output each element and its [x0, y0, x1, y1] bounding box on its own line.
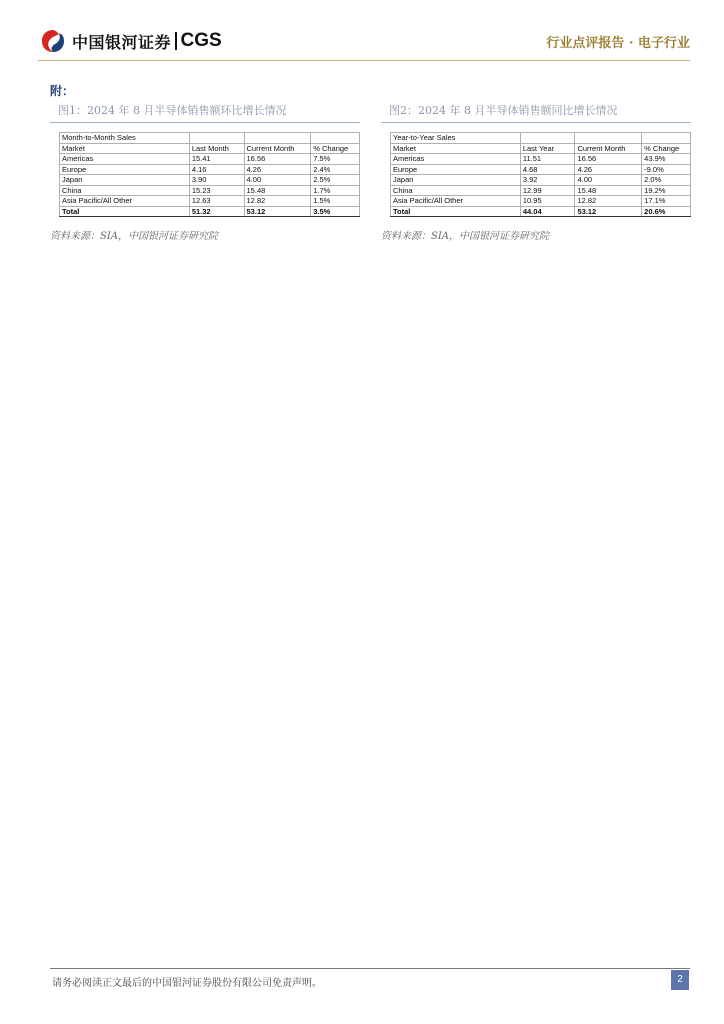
table-cell: 10.95 — [520, 196, 575, 207]
cgs-logo — [40, 28, 222, 54]
table-cell: 2.5% — [311, 175, 360, 186]
table-cell: 4.26 — [244, 164, 311, 175]
table-row — [391, 196, 691, 207]
table-cell: -9.0% — [642, 164, 691, 175]
table-cell: 20.6% — [642, 206, 691, 217]
figure-2-title: 图2：2024 年 8 月半导体销售额同比增长情况 — [381, 100, 691, 123]
table-caption-row — [391, 133, 691, 144]
table-row — [391, 185, 691, 196]
table-cell: 2.0% — [642, 175, 691, 186]
logo-english-text: CGS — [180, 30, 222, 51]
table-total-row — [391, 206, 691, 217]
table-cell: 3.5% — [311, 206, 360, 217]
column-header: Last Month — [189, 143, 244, 154]
figure-2-source: 资料来源：SIA，中国银河证券研究院 — [381, 231, 550, 242]
table-cell: China — [391, 185, 521, 196]
year-to-year-table — [390, 132, 691, 217]
table-cell: 1.7% — [311, 185, 360, 196]
table-cell: 4.00 — [575, 175, 642, 186]
table-cell: 7.5% — [311, 154, 360, 165]
page-number-badge: 2 — [671, 970, 689, 990]
table-cell: 44.04 — [520, 206, 575, 217]
table-row — [391, 175, 691, 186]
table-total-row — [60, 206, 360, 217]
table-cell: Europe — [391, 164, 521, 175]
table-cell: 53.12 — [575, 206, 642, 217]
table-cell: Asia Pacific/All Other — [60, 196, 190, 207]
table-cell: 12.82 — [575, 196, 642, 207]
figure-2 — [381, 100, 691, 242]
table-cell: 11.51 — [520, 154, 575, 165]
table-cell: 12.82 — [244, 196, 311, 207]
table-cell: Asia Pacific/All Other — [391, 196, 521, 207]
column-header: Market — [391, 143, 521, 154]
table-row — [60, 164, 360, 175]
logo-divider — [175, 32, 177, 50]
logo-chinese-text: 中国银河证券 — [72, 32, 172, 52]
table-cell: 43.9% — [642, 154, 691, 165]
table-cell: Americas — [391, 154, 521, 165]
footer-disclaimer: 请务必阅读正文最后的中国银河证券股份有限公司免责声明。 — [52, 978, 322, 989]
table-cell: 3.90 — [189, 175, 244, 186]
table-row — [60, 185, 360, 196]
table-row — [60, 154, 360, 165]
month-to-month-table — [59, 132, 360, 217]
table-cell: Japan — [391, 175, 521, 186]
table-row — [391, 154, 691, 165]
table-cell: 4.00 — [244, 175, 311, 186]
table-row — [60, 175, 360, 186]
column-header: Market — [60, 143, 190, 154]
table-cell: 15.48 — [244, 185, 311, 196]
table-cell: 12.99 — [520, 185, 575, 196]
table-cell: 4.26 — [575, 164, 642, 175]
table-cell: 15.23 — [189, 185, 244, 196]
table-cell: 15.48 — [575, 185, 642, 196]
table-cell: Americas — [60, 154, 190, 165]
column-header: % Change — [311, 143, 360, 154]
table-cell: 4.16 — [189, 164, 244, 175]
table-cell: 15.41 — [189, 154, 244, 165]
table-cell: 16.56 — [575, 154, 642, 165]
column-header: % Change — [642, 143, 691, 154]
column-header: Last Year — [520, 143, 575, 154]
figure-1-source: 资料来源：SIA，中国银河证券研究院 — [50, 231, 219, 242]
figure-1-title: 图1：2024 年 8 月半导体销售额环比增长情况 — [50, 100, 360, 123]
column-header: Current Month — [575, 143, 642, 154]
table-header-row — [60, 143, 360, 154]
table-row — [60, 196, 360, 207]
table-caption: Month-to-Month Sales — [60, 133, 190, 144]
table-cell: Japan — [60, 175, 190, 186]
table-cell: Europe — [60, 164, 190, 175]
appendix-label: 附： — [50, 84, 75, 98]
table-caption: Year-to-Year Sales — [391, 133, 521, 144]
table-cell: China — [60, 185, 190, 196]
table-cell: 1.5% — [311, 196, 360, 207]
table-cell: 53.12 — [244, 206, 311, 217]
table-cell: 3.92 — [520, 175, 575, 186]
table-cell: 51.32 — [189, 206, 244, 217]
table-cell: 17.1% — [642, 196, 691, 207]
table-header-row — [391, 143, 691, 154]
table-cell: 19.2% — [642, 185, 691, 196]
table-cell: Total — [60, 206, 190, 217]
table-cell: 16.56 — [244, 154, 311, 165]
table-cell: Total — [391, 206, 521, 217]
table-cell: 12.63 — [189, 196, 244, 207]
footer-divider — [50, 968, 690, 969]
column-header: Current Month — [244, 143, 311, 154]
table-caption-row — [60, 133, 360, 144]
table-cell: 2.4% — [311, 164, 360, 175]
report-type-label: 行业点评报告 · 电子行业 — [546, 36, 690, 51]
table-cell: 4.68 — [520, 164, 575, 175]
page-header — [0, 0, 724, 70]
header-divider — [38, 60, 690, 61]
figure-1 — [50, 100, 360, 242]
table-row — [391, 164, 691, 175]
galaxy-logo-icon — [40, 28, 66, 54]
